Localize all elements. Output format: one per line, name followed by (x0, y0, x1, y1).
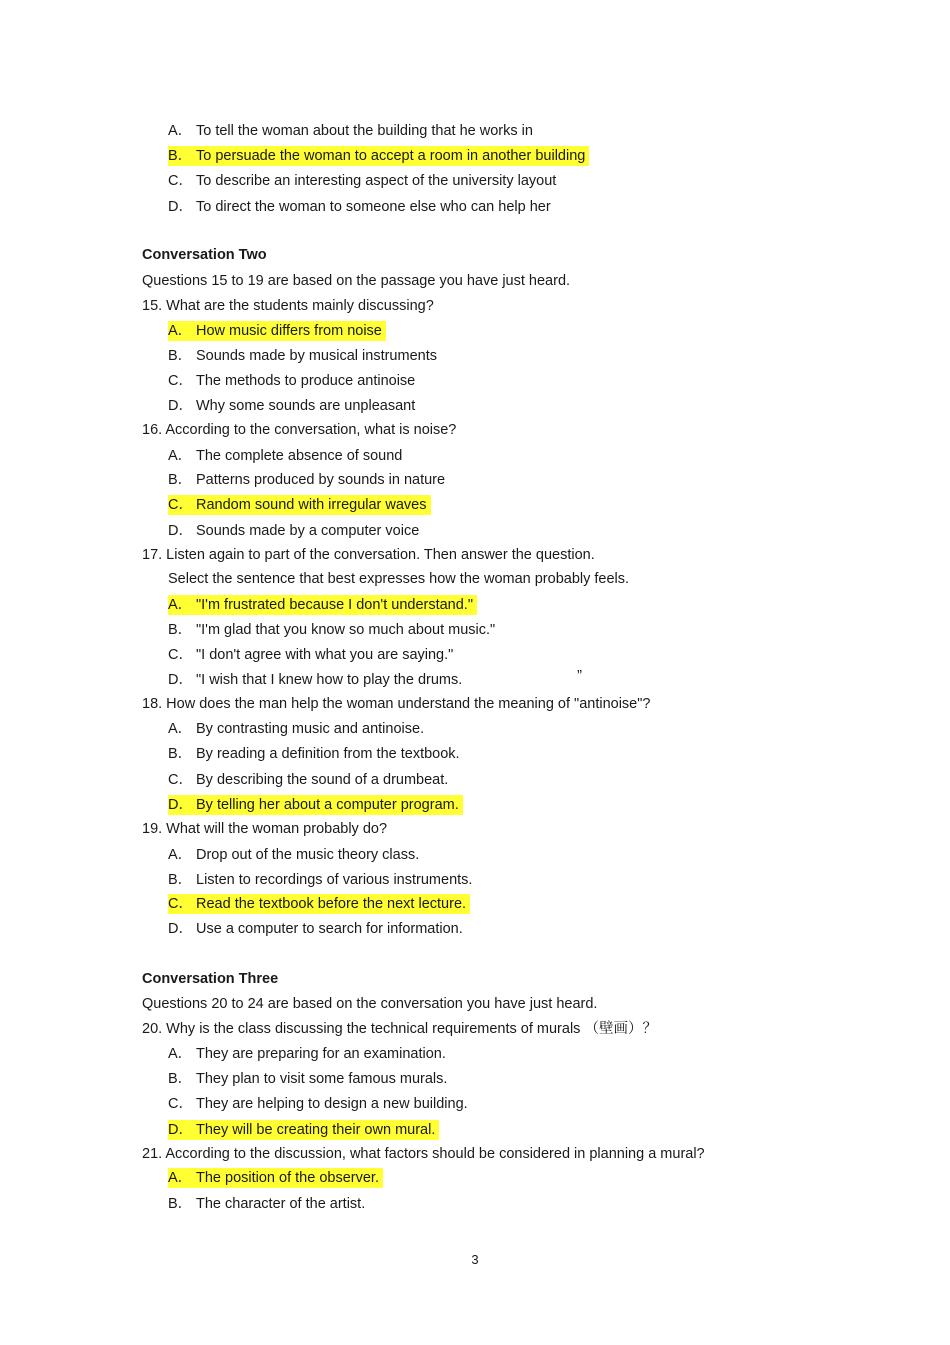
option-letter: C． (168, 647, 193, 663)
answer-option (168, 744, 464, 764)
option-text: Use a computer to search for information. (196, 921, 463, 937)
option-letter: D． (168, 199, 193, 215)
option-text: "I'm frustrated because I don't understand." (196, 597, 473, 613)
section-heading: Conversation Three (142, 971, 279, 987)
option-text: Sounds made by musical instruments (196, 348, 437, 364)
option-letter: A． (168, 1170, 193, 1186)
answer-option (168, 197, 555, 217)
answer-option-highlighted (168, 595, 477, 615)
option-text: "I'm glad that you know so much about music." (196, 622, 496, 638)
option-text: To direct the woman to someone else who can help her (196, 199, 551, 215)
option-text: To tell the woman about the building that he works in (196, 123, 533, 139)
answer-option (168, 171, 560, 191)
option-letter: A． (168, 448, 193, 464)
answer-option (168, 1194, 369, 1214)
option-letter: D． (168, 523, 193, 539)
option-text: Listen to recordings of various instruments. (196, 872, 473, 888)
option-text: "I don't agree with what you are saying." (196, 647, 454, 663)
option-letter: B． (168, 1071, 193, 1087)
option-text: By telling her about a computer program. (196, 797, 459, 813)
question-text: Questions 20 to 24 are based on the conversation you have just heard. (142, 996, 598, 1012)
option-letter: D． (168, 672, 193, 688)
option-letter: C． (168, 1096, 193, 1112)
option-letter: A． (168, 597, 193, 613)
answer-option (168, 645, 457, 665)
option-letter: D． (168, 921, 193, 937)
question-text: 21. According to the discussion, what factors should be considered in planning a mural? (142, 1146, 705, 1162)
option-letter: A． (168, 721, 193, 737)
stray-quote-mark: ” (577, 667, 582, 684)
answer-option (168, 346, 441, 366)
answer-option-highlighted (168, 894, 470, 914)
answer-option-highlighted (168, 321, 386, 341)
answer-option (168, 870, 476, 890)
option-text: By contrasting music and antinoise. (196, 721, 425, 737)
question-text: 16. According to the conversation, what is noise? (142, 422, 457, 438)
option-letter: A． (168, 323, 193, 339)
option-text: Patterns produced by sounds in nature (196, 472, 446, 488)
option-text: Random sound with irregular waves (196, 497, 427, 513)
question-text: 20. Why is the class discussing the technical requirements of murals （壁画）？ (142, 1021, 657, 1037)
option-text: To describe an interesting aspect of the university layout (196, 173, 557, 189)
option-text: Why some sounds are unpleasant (196, 398, 416, 414)
answer-option-highlighted (168, 146, 589, 166)
answer-option-highlighted (168, 1168, 383, 1188)
option-text: They will be creating their own mural. (196, 1122, 436, 1138)
option-text: They plan to visit some famous murals. (196, 1071, 448, 1087)
question-subtext: Select the sentence that best expresses how the woman probably feels. (168, 571, 630, 587)
option-letter: A． (168, 1046, 193, 1062)
answer-option (168, 1094, 472, 1114)
answer-option (168, 719, 428, 739)
answer-option (168, 446, 406, 466)
option-text: Sounds made by a computer voice (196, 523, 420, 539)
answer-option (168, 1069, 451, 1089)
section-heading: Conversation Two (142, 247, 267, 263)
option-letter: C． (168, 896, 193, 912)
answer-option (168, 919, 467, 939)
answer-option-highlighted (168, 795, 463, 815)
option-letter: D． (168, 1122, 193, 1138)
option-letter: B． (168, 622, 193, 638)
answer-option (168, 521, 423, 541)
answer-option (168, 396, 419, 416)
answer-option (168, 121, 537, 141)
option-letter: B． (168, 1196, 193, 1212)
option-text: "I wish that I knew how to play the drums. (196, 672, 463, 688)
question-text: 19. What will the woman probably do? (142, 821, 388, 837)
question-text: 15. What are the students mainly discussing? (142, 298, 434, 314)
option-letter: A． (168, 847, 193, 863)
option-letter: C． (168, 497, 193, 513)
answer-option (168, 770, 452, 790)
answer-option (168, 670, 466, 690)
answer-option (168, 845, 423, 865)
option-text: By describing the sound of a drumbeat. (196, 772, 449, 788)
question-text: 18. How does the man help the woman understand the meaning of "antinoise"? (142, 696, 651, 712)
option-letter: B． (168, 472, 193, 488)
option-text: They are preparing for an examination. (196, 1046, 446, 1062)
question-text: Questions 15 to 19 are based on the passage you have just heard. (142, 273, 571, 289)
question-text: 17. Listen again to part of the conversation. Then answer the question. (142, 547, 595, 563)
option-text: Drop out of the music theory class. (196, 847, 420, 863)
option-letter: A． (168, 123, 193, 139)
answer-option (168, 620, 499, 640)
option-letter: B． (168, 348, 193, 364)
page-number: 3 (471, 1252, 479, 1267)
option-text: The complete absence of sound (196, 448, 403, 464)
option-text: The character of the artist. (196, 1196, 366, 1212)
option-text: They are helping to design a new building. (196, 1096, 468, 1112)
option-text: The methods to produce antinoise (196, 373, 416, 389)
option-letter: C． (168, 772, 193, 788)
option-text: Read the textbook before the next lecture. (196, 896, 467, 912)
option-text: To persuade the woman to accept a room in another building (196, 148, 586, 164)
option-text: By reading a definition from the textbook. (196, 746, 460, 762)
option-text: The position of the observer. (196, 1170, 379, 1186)
option-letter: B． (168, 148, 193, 164)
option-letter: B． (168, 746, 193, 762)
option-letter: C． (168, 173, 193, 189)
answer-option (168, 371, 419, 391)
option-letter: B． (168, 872, 193, 888)
answer-option (168, 1044, 450, 1064)
option-letter: D． (168, 797, 193, 813)
answer-option (168, 470, 449, 490)
answer-option-highlighted (168, 495, 431, 515)
option-text: How music differs from noise (196, 323, 382, 339)
option-letter: C． (168, 373, 193, 389)
answer-option-highlighted (168, 1120, 439, 1140)
option-letter: D． (168, 398, 193, 414)
